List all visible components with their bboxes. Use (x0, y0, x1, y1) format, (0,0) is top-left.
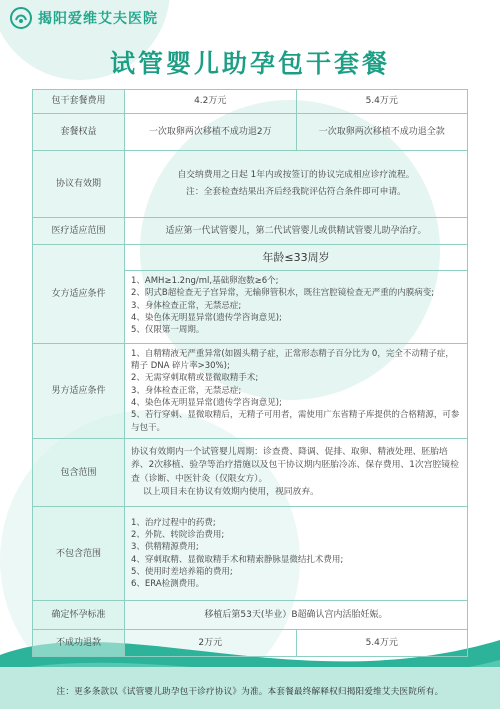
validity-text: 自交纳费用之日起 1年内或按签订的协议完成相应诊疗流程。 (177, 169, 415, 180)
hospital-name: 揭阳爱维艾夫医院 (38, 11, 158, 27)
list-item: 5、若行穿刺、显微取精后，无精子可用者，需使用广东省精子库提供的合格精源，可参与包干。 (131, 410, 460, 433)
pregnancy-label: 确定怀孕标准 (33, 601, 125, 630)
row-male (33, 343, 468, 439)
footer-note: 注：更多条款以《试管婴儿助孕包干诊疗协议》为准。本套餐最终解释权归揭阳爱维艾夫医院所有。 (56, 686, 444, 697)
list-item: 4、染色体无明显异常(遗传学咨询意见); (131, 398, 282, 409)
validity-label: 协议有效期 (33, 150, 125, 218)
rights-plan-b: 一次取卵两次移植不成功退全款 (296, 113, 468, 150)
list-item: 5、使用时差培养箱的费用; (131, 567, 233, 578)
scope-label: 医疗适应范围 (33, 218, 125, 245)
female-content (125, 245, 468, 344)
list-item: 6、ERA检测费用。 (131, 579, 205, 590)
scope-text: 适应第一代试管婴儿，第二代试管婴儿或供精试管婴儿助孕治疗。 (125, 218, 468, 245)
excluded-content (125, 507, 468, 601)
header (0, 0, 500, 36)
included-text: 协议有效期内一个试管婴儿周期：诊查费、降调、促排、取卵、精液处理、胚胎培养、2次移植、验孕等治疗措施以及包干协议期内胚胎冷冻、保存费用、1次宫腔镜检查（诊断、中医针灸（仅限女方）。 (131, 447, 459, 484)
list-item: 1、自精精液无严重异常(如圆头精子症，正常形态精子百分比为 0，完全不动精子症，精子 DNA 碎片率>30%); (131, 348, 454, 372)
included-label: 包含范围 (33, 439, 125, 507)
male-content (125, 343, 468, 439)
row-pregnancy (33, 601, 468, 630)
excluded-list (131, 517, 461, 591)
list-item: 3、身体检查正常，无禁忌症; (131, 385, 242, 396)
hospital-logo-icon (10, 7, 32, 29)
fee-plan-b: 5.4万元 (296, 90, 468, 114)
female-label: 女方适应条件 (33, 245, 125, 344)
list-item: 2、阴式B超检查无子宫异常，无输卵管积水，既往宫腔镜检查无严重的内膜病变; (131, 288, 435, 299)
row-excluded (33, 507, 468, 601)
list-item: 5、仅限第一周期。 (131, 325, 205, 336)
list-item: 4、穿刺取精、显微取精手术和精索静脉显微结扎术费用; (131, 554, 344, 565)
included-text2: 以上项目未在协议有效期内使用，视同放弃。 (143, 486, 319, 497)
footer (0, 672, 500, 709)
list-item: 1、AMH≥1.2ng/ml,基础卵泡数≥6个; (131, 275, 279, 286)
refund-plan-a: 2万元 (125, 630, 297, 657)
row-scope (33, 218, 468, 245)
row-fee (33, 90, 468, 114)
excluded-label: 不包含范围 (33, 507, 125, 601)
list-item: 3、身体检查正常，无禁忌症; (131, 300, 242, 311)
refund-plan-b: 5.4万元 (296, 630, 468, 657)
validity-note: 注：全套检查结果出齐后经我院评估符合条件即可申请。 (186, 186, 406, 197)
rights-label: 套餐权益 (33, 113, 125, 150)
refund-label: 不成功退款 (33, 630, 125, 657)
male-list (131, 348, 461, 434)
list-item: 2、外院、转院诊治费用; (131, 530, 225, 541)
female-list (125, 271, 467, 341)
female-age: 年龄≤33周岁 (125, 247, 467, 271)
list-item: 3、供精精源费用; (131, 542, 199, 553)
list-item: 1、治疗过程中的药费; (131, 517, 216, 528)
row-female (33, 245, 468, 344)
row-refund (33, 630, 468, 657)
validity-content (125, 150, 468, 218)
fee-plan-a: 4.2万元 (125, 90, 297, 114)
page-title: 试管婴儿助孕包干套餐 (109, 49, 390, 78)
fee-label: 包干套餐费用 (33, 90, 125, 114)
included-content (125, 439, 468, 507)
row-validity (33, 150, 468, 218)
male-label: 男方适应条件 (33, 343, 125, 439)
list-item: 4、染色体无明显异常(遗传学咨询意见); (131, 312, 282, 323)
package-table (32, 89, 468, 657)
rights-plan-a: 一次取卵两次移植不成功退2万 (125, 113, 297, 150)
pregnancy-text: 移植后第53天(毕业）B超确认宫内活胎妊娠。 (125, 601, 468, 630)
row-included (33, 439, 468, 507)
row-rights (33, 113, 468, 150)
list-item: 2、无需穿刺取精或显微取精手术; (131, 373, 259, 384)
